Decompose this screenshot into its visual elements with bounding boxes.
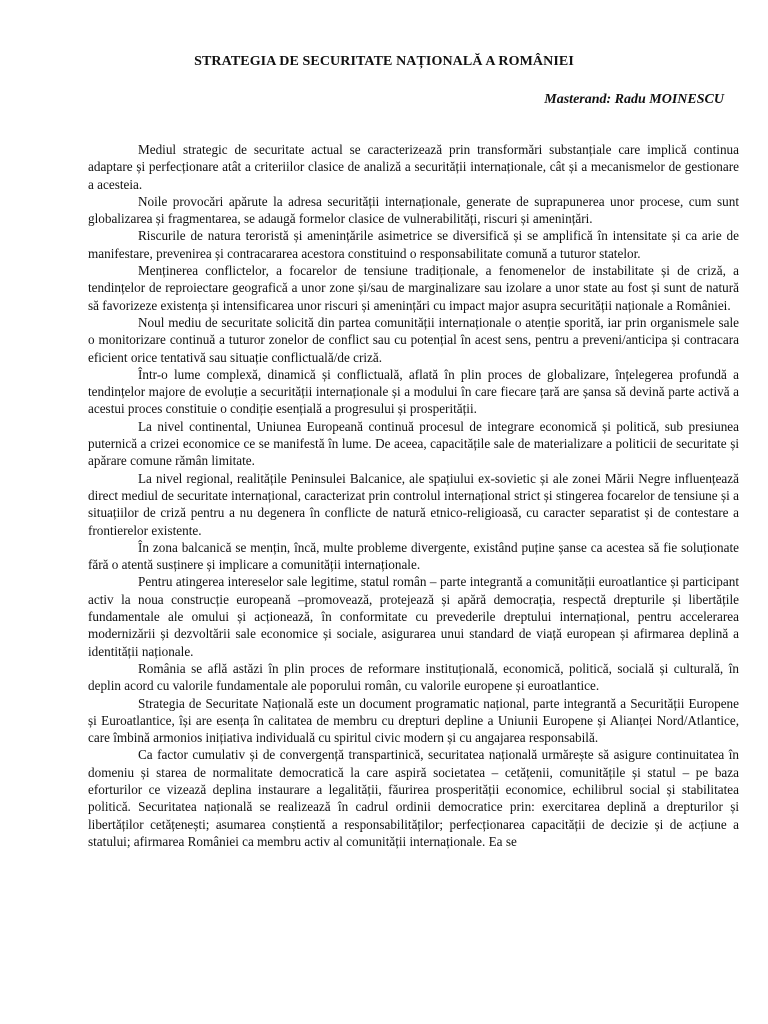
page-title: STRATEGIA DE SECURITATE NAȚIONALĂ A ROMÂNIEI	[194, 54, 574, 69]
paragraph: Mediul strategic de securitate actual se caracterizează prin transformări substanțiale care implică continua adaptare și perfecționare atât a criteriilor clasice de analiză a securității internaționale, cât și a mecanismelor de gestionare a acesteia.	[88, 142, 739, 192]
paragraph: La nivel regional, realitățile Peninsulei Balcanice, ale spațiului ex-sovietic și ale zonei Mării Negre influențează direct mediul de securitate internațional, caracterizat prin controlul internațional strict și stingerea focarelor de tensiune și a situațiilor de criză pentru a nu degenera în conflicte de natură etnico-religioasă, cu caracter separatist și de contestare a frontierelor existente.	[88, 470, 739, 538]
paragraph: Într-o lume complexă, dinamică și conflictuală, aflată în plin proces de globalizare, înțelegerea profundă a tendințelor majore de evoluție a securității internaționale și a modului în care fiecare țară are șansa să devină parte activă a acestui proces constituie o condiție esențială a progresului și prosperității.	[88, 366, 739, 417]
paragraph: La nivel continental, Uniunea Europeană continuă procesul de integrare economică și politică, sub presiunea puternică a crizei economice ce se manifestă în lume. De aceea, capacitățile sale de materializare a politicii de securitate și apărare comune rămân limitate.	[88, 418, 739, 469]
paragraph: Riscurile de natura teroristă și amenințările asimetrice se diversifică și se amplifică în intensitate și ca arie de manifestare, prevenirea și contracararea acestora constituind o responsabilitate comună a tuturor statelor.	[88, 228, 739, 261]
paragraph: Menținerea conflictelor, a focarelor de tensiune tradiționale, a fenomenelor de instabilitate și de criză, a tendințelor de reproiectare geografică a unor zone și/sau de marginalizare sau izolare a unor state au fost și sunt de natură să favorizeze existența și intensificarea unor riscuri și amenințări cu impact major asupra securității naționale a României.	[88, 263, 739, 313]
paragraph: Noul mediu de securitate solicită din partea comunității internaționale o atenție sporită, iar prin organismele sale o monitorizare continuă a tuturor zonelor de conflict sau cu potențial în acest sens, pentru a preveni/anticipa și contracara eficient orice tentativă sau situație conflictuală/de criză.	[88, 314, 739, 365]
paragraph: România se află astăzi în plin proces de reformare instituțională, economică, politică, socială și culturală, în deplin acord cu valorile fundamentale ale poporului român, cu valorile europene și euroatlantice.	[88, 660, 739, 694]
paragraph: Ca factor cumulativ și de convergență transpartinică, securitatea națională urmărește să asigure continuitatea în domeniu și starea de normalitate democratică la care aspiră societatea – cetățenii, comunitățile și statul – pe baza eforturilor ce vizează deplina instaurare a legalității, făurirea prosperității economice, echilibrul social și stabilitatea politică. Securitatea națională se realizează în cadrul ordinii democratice prin: exercitarea deplină a drepturilor și libertăților cetățenești; asumarea conștientă a responsabilităților; perfecționarea capacității de decizie și de acțiune a statului; afirmarea României ca membru activ al comunității internaționale. Ea se	[88, 747, 739, 849]
paragraph: Noile provocări apărute la adresa securității internaționale, generate de suprapunerea unor procese, cum sunt globalizarea și fragmentarea, se adaugă formelor clasice de vulnerabilități, riscuri și amenințări.	[88, 193, 739, 227]
paragraph: Strategia de Securitate Națională este un document programatic național, parte integrantă a Securității Europene și Euroatlantice, își are esența în calitatea de membru cu drepturi depline a Uniunii Europene și Alianței Nord/Atlantice, care îmbină armonios inițiativa individuală cu spiritul civic modern și cu angajarea responsabilă.	[88, 695, 739, 746]
paragraph: În zona balcanică se mențin, încă, multe probleme divergente, existând puține șanse ca acestea să fie soluționate fără o atentă susținere și implicare a comunității internaționale.	[88, 539, 739, 573]
paragraph: Pentru atingerea intereselor sale legitime, statul român – parte integrantă a comunității euroatlantice și participant activ la noua construcție europeană –promovează, protejează și apără democrația, respectă drepturile și libertățile fundamentale ale omului și acționează, în conformitate cu prevederile dreptului internațional, pentru accelerarea modernizării și dezvoltării sale economice și sociale, asigurarea unui standard de viață european și afirmarea deplină a identității naționale.	[88, 574, 739, 659]
document-body	[88, 141, 739, 850]
author-line: Masterand: Radu MOINESCU	[544, 92, 724, 107]
